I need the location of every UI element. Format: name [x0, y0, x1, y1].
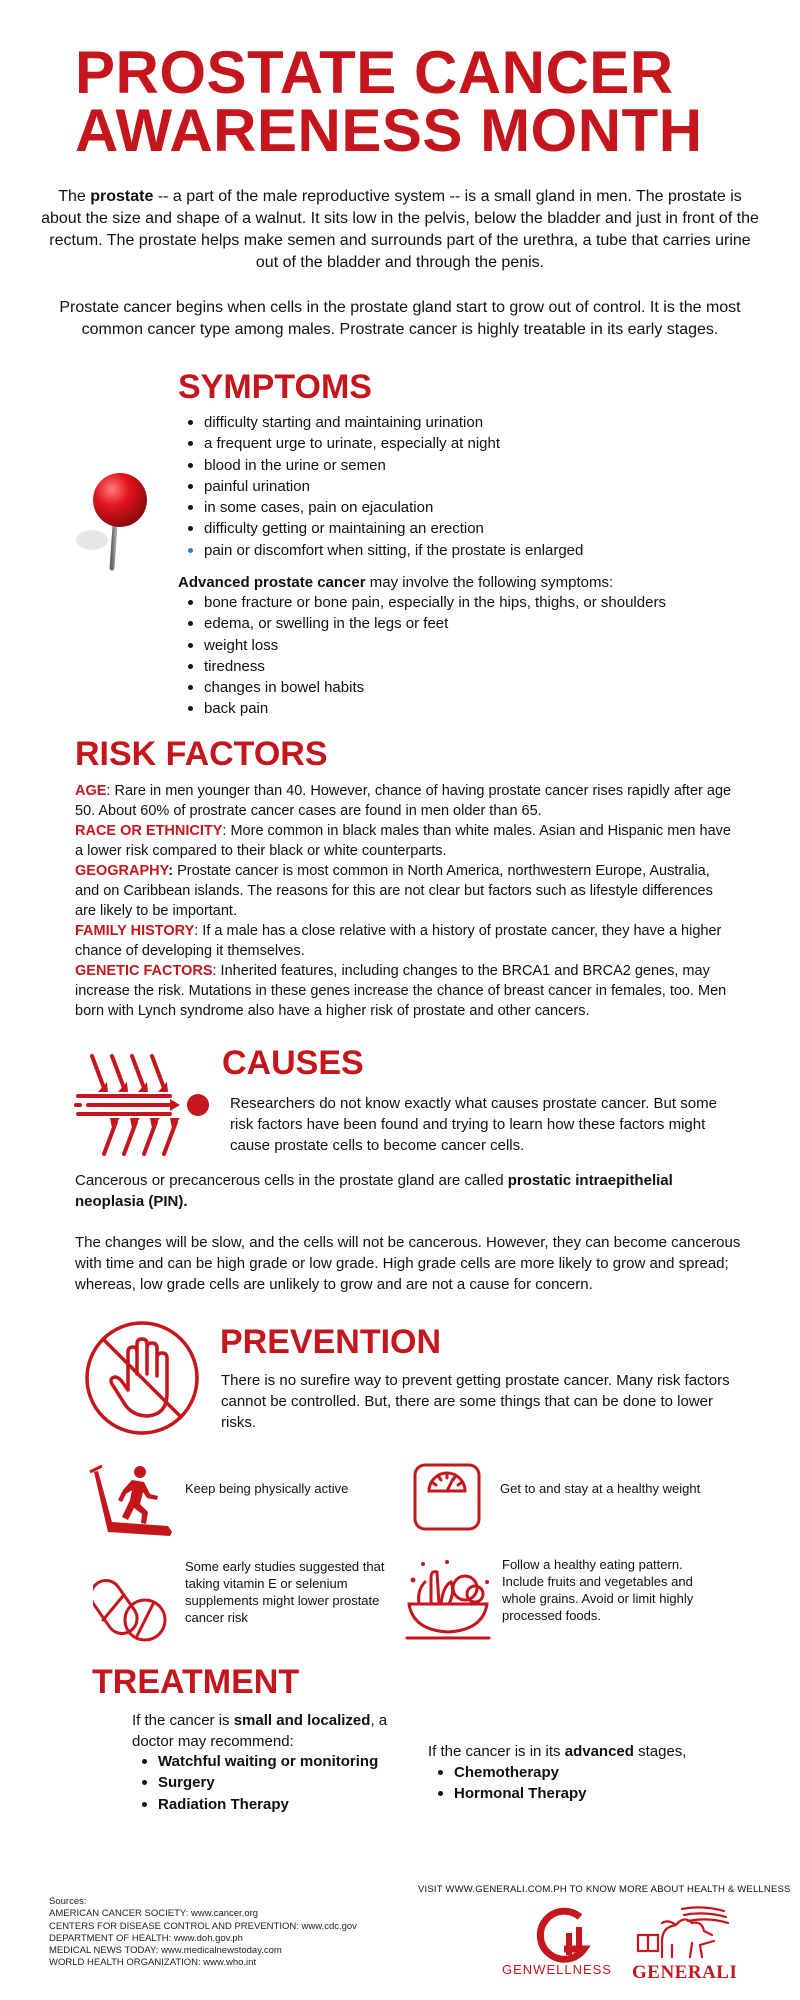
causes-text: Researchers do not know exactly what causes prostate cancer. But some risk factors have been found and trying to learn how these factors might cause prostate cells to become cancer cells.: [230, 1095, 717, 1154]
list-item: Watchful waiting or monitoring: [132, 1751, 432, 1772]
treatment-heading: TREATMENT: [92, 1663, 300, 1701]
risk-age: AGE: Rare in men younger than 40. However, chance of having prostate cancer rises rapidly after age 50. About 60% of prostrate cancer cases are found in men older than 65.: [75, 783, 732, 819]
sources-list: Sources: AMERICAN CANCER SOCIETY: www.cancer.org CENTERS FOR DISEASE CONTROL AND PREVENTION: www.cdc.gov DEPARTMENT OF HEALTH: www.doh.gov.ph MEDICAL NEWS TODAY: www.medicalnewstoday.com WORLD HEALTH ORGANIZATION: www.who.int: [49, 1896, 357, 1969]
treadmill-icon: [88, 1458, 178, 1548]
intro-paragraph-2: Prostate cancer begins when cells in the prostate gland start to grow out of control. It is the most common cancer type among males. Prostrate cancer is highly treatable in its early stages.: [59, 299, 741, 338]
treatment-advanced-intro: If the cancer is in its advanced stages,: [428, 1743, 687, 1760]
title-line-1: PROSTATE CANCER: [75, 39, 674, 106]
source-item: CENTERS FOR DISEASE CONTROL AND PREVENTION: www.cdc.gov: [49, 1920, 357, 1932]
list-item: weight loss: [178, 635, 758, 656]
list-item: Hormonal Therapy: [428, 1783, 728, 1804]
risk-factors-body: [75, 781, 735, 1021]
genwellness-label: GENWELLNESS: [502, 1962, 612, 1977]
treatment-localized-list: [132, 1751, 432, 1815]
risk-factors-heading: RISK FACTORS: [75, 735, 328, 773]
list-item: a frequent urge to urinate, especially at night: [178, 433, 738, 454]
prostate-bold: prostate: [90, 188, 154, 205]
list-item: Surgery: [132, 1772, 432, 1793]
source-item: MEDICAL NEWS TODAY: www.medicalnewstoday.com: [49, 1945, 282, 1957]
list-item: Chemotherapy: [428, 1762, 728, 1783]
food-bowl-icon: [403, 1552, 493, 1642]
tip-healthy-eating: Follow a healthy eating pattern. Include fruits and vegetables and whole grains. Avoid or limit highly processed foods.: [502, 1557, 694, 1623]
list-item: edema, or swelling in the legs or feet: [178, 613, 758, 634]
list-item: changes in bowel habits: [178, 677, 758, 698]
changes-paragraph: The changes will be slow, and the cells will not be cancerous. However, they can become cancerous with time and can be high grade or low grade. High grade cells are more likely to grow and spread; whereas, low grade cells are unlikely to grow and are not a cause for concern.: [75, 1234, 741, 1293]
title-line-2: AWARENESS MONTH: [75, 97, 703, 164]
list-item: Radiation Therapy: [132, 1794, 432, 1815]
tip-supplements: Some early studies suggested that taking vitamin E or selenium supplements might lower prostate cancer risk: [185, 1559, 385, 1625]
list-item: difficulty starting and maintaining urination: [178, 412, 738, 433]
generali-label: GENERALI: [632, 1962, 738, 1983]
page-title: [75, 39, 775, 164]
source-item: AMERICAN CANCER SOCIETY: www.cancer.org: [49, 1908, 259, 1920]
list-item: in some cases, pain on ejaculation: [178, 497, 738, 518]
inward-arrows-icon: [74, 1052, 214, 1158]
risk-race: RACE OR ETHNICITY: More common in black males than white males. Asian and Hispanic men have a lower risk compared to their black or white counterparts.: [75, 823, 731, 859]
tip-physically-active: Keep being physically active: [185, 1481, 349, 1496]
pills-icon: [93, 1560, 183, 1650]
list-item: tiredness: [178, 656, 758, 677]
source-item: DEPARTMENT OF HEALTH: www.doh.gov.ph: [49, 1932, 243, 1944]
list-item: back pain: [178, 698, 758, 719]
list-item: difficulty getting or maintaining an erection: [178, 518, 738, 539]
treatment-localized-intro: If the cancer is small and localized, a doctor may recommend:: [132, 1712, 388, 1750]
risk-geography: GEOGRAPHY: Prostate cancer is most common in North America, northwestern Europe, Australia, and on Caribbean islands. The reasons for this are not clear but factors such as lifestyle differences are likely to be important.: [75, 863, 713, 919]
symptoms-list: [178, 412, 738, 561]
list-item: painful urination: [178, 476, 738, 497]
prevention-text: There is no surefire way to prevent getting prostate cancer. Many risk factors cannot be controlled. But, there are some things that can be done to lower risks.: [221, 1372, 730, 1431]
intro-paragraph-1: The prostate -- a part of the male reproductive system -- is a small gland in men. The prostate is about the size and shape of a walnut. It sits low in the pelvis, below the bladder and just in front of the rectum. The prostate helps make semen and surrounds part of the urethra, a tube that carries urine out of the bladder and through the penis.: [41, 188, 759, 271]
advanced-symptoms-intro: Advanced prostate cancer may involve the following symptoms:: [178, 574, 614, 591]
tip-healthy-weight: Get to and stay at a healthy weight: [500, 1481, 701, 1496]
list-item: bone fracture or bone pain, especially in the hips, thighs, or shoulders: [178, 592, 758, 613]
treatment-advanced-list: [428, 1762, 728, 1805]
causes-heading: CAUSES: [222, 1044, 364, 1082]
list-item: pain or discomfort when sitting, if the prostate is enlarged: [178, 540, 738, 561]
source-item: WORLD HEALTH ORGANIZATION: www.who.int: [49, 1957, 257, 1969]
symptoms-heading: SYMPTOMS: [178, 368, 372, 406]
pushpin-icon: [68, 470, 168, 580]
generali-lion-icon: [632, 1905, 732, 1965]
list-item: blood in the urine or semen: [178, 455, 738, 476]
scale-icon: [403, 1455, 493, 1545]
advanced-symptoms-list: [178, 592, 758, 720]
visit-website-link[interactable]: VISIT WWW.GENERALI.COM.PH TO KNOW MORE ABOUT HEALTH & WELLNESS: [418, 1884, 791, 1895]
no-hand-icon: [82, 1318, 202, 1438]
prevention-heading: PREVENTION: [220, 1323, 442, 1361]
risk-family: FAMILY HISTORY: If a male has a close relative with a history of prostate cancer, they have a higher chance of developing it themselves.: [75, 923, 722, 959]
risk-genetic: GENETIC FACTORS: Inherited features, including changes to the BRCA1 and BRCA2 genes, may increase the risk. Mutations in these genes increase the chance of breast cancer in females, too. Men born with Lynch syndrome also have a higher risk of prostate and other cancers.: [75, 963, 727, 1019]
pin-paragraph: Cancerous or precancerous cells in the prostate gland are called prostatic intraepithelial neoplasia (PIN).: [75, 1172, 673, 1210]
